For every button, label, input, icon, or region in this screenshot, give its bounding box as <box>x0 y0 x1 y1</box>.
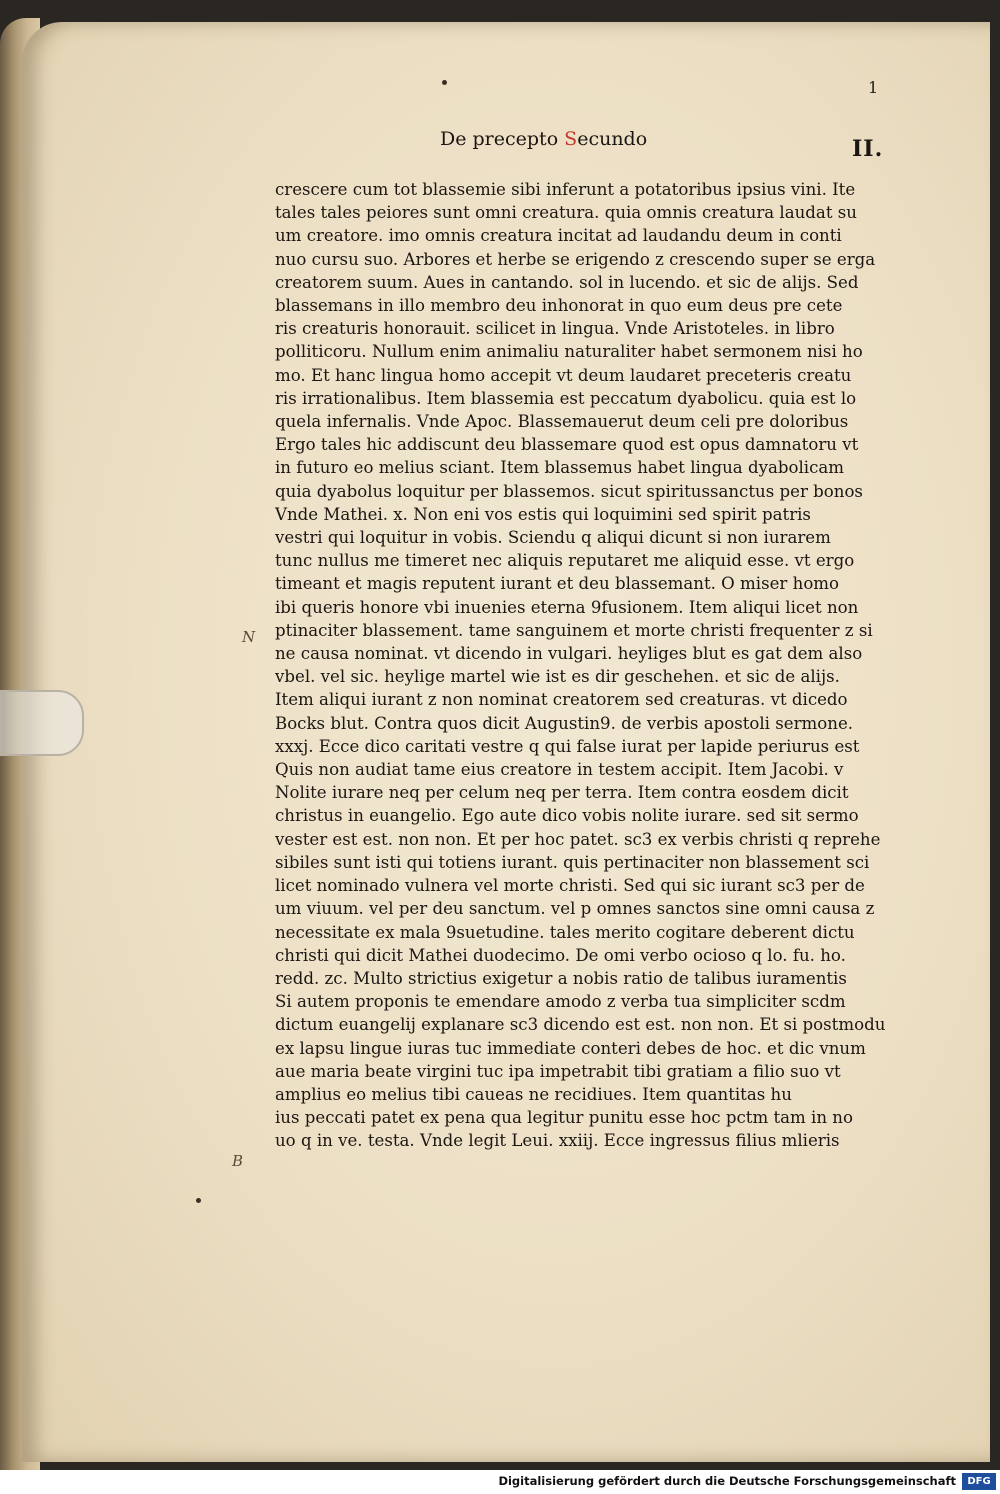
folio-mark: 1 <box>868 78 879 97</box>
ink-speck <box>196 1198 201 1203</box>
text-line: mo. Et hanc lingua homo accepit vt deum laudaret preceteris creatu <box>275 365 852 385</box>
text-line: necessitate ex mala 9suetudine. tales merito cogitare deberent dictu <box>275 922 855 942</box>
text-line: tunc nullus me timeret nec aliquis reputaret me aliquid esse. vt ergo <box>275 551 855 571</box>
text-line: Item aliqui iurant z non nominat creatorem sed creaturas. vt dicedo <box>275 690 848 710</box>
text-line: Quis non audiat tame eius creatore in testem accipit. Item Jacobi. v <box>275 760 844 780</box>
header-title-prefix: De precepto <box>440 128 565 150</box>
text-line: Nolite iurare neq per celum neq per terra. Item contra eosdem dicit <box>275 783 849 803</box>
text-line: ibi queris honore vbi inuenies eterna 9fusionem. Item aliqui licet non <box>275 597 859 617</box>
text-line: amplius eo melius tibi caueas ne recidiues. Item quantitas hu <box>275 1084 792 1104</box>
margin-note: N <box>242 628 256 646</box>
text-line: ris creaturis honorauit. scilicet in lingua. Vnde Aristoteles. in libro <box>275 319 835 339</box>
dfg-logo: DFG <box>962 1473 996 1490</box>
text-line: ex lapsu lingue iuras tuc immediate conteri debes de hoc. et dic vnum <box>275 1038 866 1058</box>
footer-credit: Digitalisierung gefördert durch die Deutsche Forschungsgemeinschaft <box>498 1474 956 1488</box>
page-clip <box>0 690 84 756</box>
margin-note: B <box>232 1152 244 1170</box>
text-line: xxxj. Ecce dico caritati vestre q qui false iurat per lapide periurus est <box>275 736 860 756</box>
text-line: in futuro eo melius sciant. Item blassemus habet lingua dyabolicam <box>275 458 845 478</box>
header-title-suffix: ecundo <box>577 128 648 150</box>
text-line: christus in euangelio. Ego aute dico vobis nolite iurare. sed sit sermo <box>275 806 859 826</box>
text-line: ris irrationalibus. Item blassemia est peccatum dyabolicu. quia est lo <box>275 388 857 408</box>
text-line: tales tales peiores sunt omni creatura. quia omnis creatura laudat su <box>275 203 857 223</box>
text-line: sibiles sunt isti qui totiens iurant. quis pertinaciter non blassement sci <box>275 852 870 872</box>
text-line: uo q in ve. testa. Vnde legit Leui. xxiij. Ecce ingressus filius mlieris <box>275 1131 840 1151</box>
text-line: Si autem proponis te emendare amodo z verba tua simpliciter scdm <box>275 992 846 1012</box>
text-line: Ergo tales hic addiscunt deu blassemare quod est opus damnatoru vt <box>275 435 859 455</box>
text-line: vbel. vel sic. heylige martel wie ist es dir geschehen. et sic de alijs. <box>275 667 840 687</box>
text-line: vestri qui loquitur in vobis. Sciendu q aliqui dicunt si non iurarem <box>275 528 831 548</box>
text-line: redd. zc. Multo strictius exigetur a nobis ratio de talibus iuramentis <box>275 968 847 988</box>
text-line: um creatore. imo omnis creatura incitat ad laudandu deum in conti <box>275 226 842 246</box>
text-line: Vnde Mathei. x. Non eni vos estis qui loquimini sed spirit patris <box>275 504 811 524</box>
text-line: um viuum. vel per deu sanctum. vel p omnes sanctos sine omni causa z <box>275 899 875 919</box>
text-line: Bocks blut. Contra quos dicit Augustin9. de verbis apostoli sermone. <box>275 713 854 733</box>
text-line: creatorem suum. Aues in cantando. sol in lucendo. et sic de alijs. Sed <box>275 272 859 292</box>
text-line: aue maria beate virgini tuc ipa impetrabit tibi gratiam a filio suo vt <box>275 1061 841 1081</box>
text-line: dictum euangelij explanare sc3 dicendo est est. non non. Et si postmodu <box>275 1015 886 1035</box>
body-text <box>275 178 895 1153</box>
page-header <box>440 128 647 150</box>
text-line: vester est est. non non. Et per hoc patet. sc3 ex verbis christi q reprehe <box>275 829 881 849</box>
ink-speck <box>442 80 447 85</box>
folio-number: II. <box>852 136 884 162</box>
text-line: nuo cursu suo. Arbores et herbe se erigendo z crescendo super se erga <box>275 249 876 269</box>
text-line: licet nominado vulnera vel morte christi. Sed qui sic iurant sc3 per de <box>275 876 865 896</box>
text-line: ne causa nominat. vt dicendo in vulgari. heyliges blut es gat dem also <box>275 644 863 664</box>
text-line: polliticoru. Nullum enim animaliu naturaliter habet sermonem nisi ho <box>275 342 863 362</box>
text-line: timeant et magis reputent iurant et deu blassemant. O miser homo <box>275 574 840 594</box>
text-line: quela infernalis. Vnde Apoc. Blassemauerut deum celi pre doloribus <box>275 412 849 432</box>
text-line: crescere cum tot blassemie sibi inferunt a potatoribus ipsius vini. Ite <box>275 180 856 199</box>
text-line: ptinaciter blassement. tame sanguinem et morte christi frequenter z si <box>275 620 873 640</box>
footer-bar <box>0 1470 1000 1494</box>
text-line: blassemans in illo membro deu inhonorat in quo eum deus pre cete <box>275 296 843 316</box>
header-title-rubric: S <box>564 128 578 150</box>
text-line: quia dyabolus loquitur per blassemos. sicut spiritussanctus per bonos <box>275 481 863 501</box>
text-line: christi qui dicit Mathei duodecimo. De omi verbo ocioso q lo. fu. ho. <box>275 945 846 965</box>
text-line: ius peccati patet ex pena qua legitur punitu esse hoc pctm tam in no <box>275 1108 853 1128</box>
